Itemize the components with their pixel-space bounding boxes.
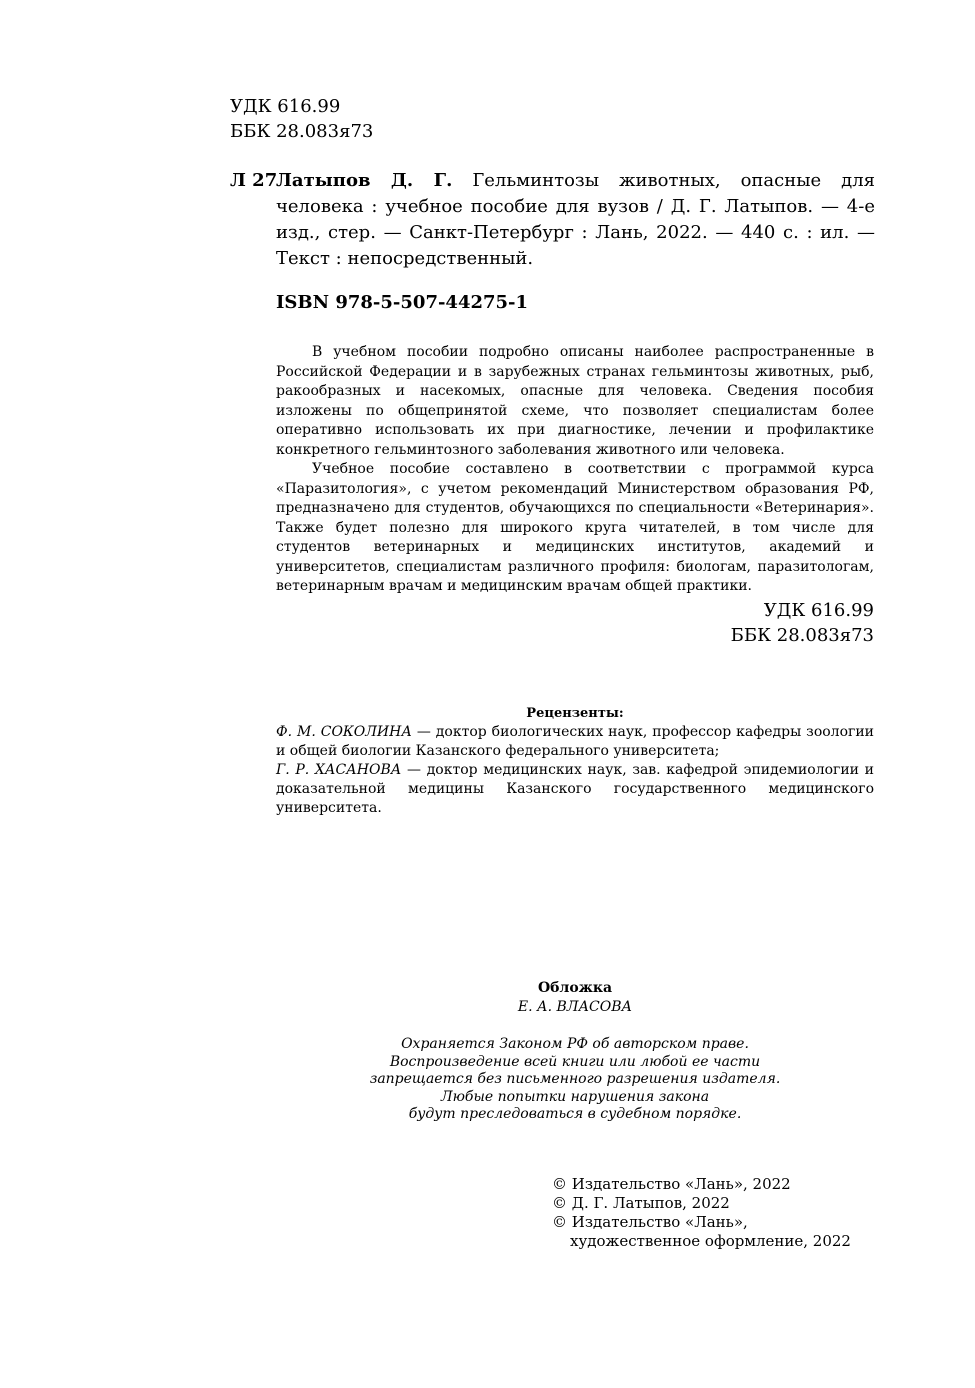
reviewers-section <box>276 704 874 818</box>
cover-title: Обложка <box>537 980 613 996</box>
top-bbk-code: ББК 28.083я73 <box>230 121 374 142</box>
copyright-lines <box>552 1175 851 1251</box>
reviewers-title: Рецензенты: <box>526 706 624 721</box>
reviewer-2-name: Г. Р. ХАСАНОВА <box>276 762 402 778</box>
notice-line: будут преследоваться в судебном порядке. <box>408 1106 742 1122</box>
top-udk-code: УДК 616.99 <box>230 96 341 117</box>
isbn: ISBN 978-5-507-44275-1 <box>276 292 529 313</box>
annotation-paragraph-1: В учебном пособии подробно описаны наиболее распространенные в Российской Федерации и в зарубежных странах гельминтозы животных, рыб, ракообразных и насекомых, опасные для человека. Сведения пособия изложены по общепринятой схеме, что позволяет специалистам более оперативно использовать их при диагностике, лечении и профилактике конкретного гельминтозного заболевания животного или человека. <box>276 344 874 458</box>
bottom-bbk-code: ББК 28.083я73 <box>730 625 874 646</box>
cover-designer: Е. А. ВЛАСОВА <box>517 999 633 1015</box>
bibliographic-entry <box>230 168 875 272</box>
notice-line: Любые попытки нарушения закона <box>440 1088 710 1105</box>
copyright-publisher: © Издательство «Лань», 2022 <box>552 1175 791 1193</box>
bottom-classification-codes <box>600 598 874 648</box>
reviewer-1 <box>276 723 874 761</box>
top-classification-codes <box>230 94 373 144</box>
bibliographic-description <box>276 168 875 272</box>
reviewer-1-name: Ф. М. СОКОЛИНА <box>276 724 412 740</box>
copyright-notice <box>276 1036 874 1124</box>
copyright-author: © Д. Г. Латыпов, 2022 <box>552 1194 730 1212</box>
entry-author: Латыпов Д. Г. <box>276 170 453 191</box>
copyright-design-detail: художественное оформление, 2022 <box>570 1232 851 1250</box>
annotation-paragraph-2: Учебное пособие составлено в соответствии с программой курса «Паразитология», с учетом рекомендаций Министерством образования РФ, предназначено для студентов, обучающихся по специальности «Ветеринария». Также будет полезно для широкого круга читателей, в том числе для студентов ветеринарных и медицинских институтов, академий и университетов, специалистам различного профиля: биологам, паразитологам, ветеринарным врачам и медицинским врачам общей практики. <box>276 461 874 594</box>
notice-line: Охраняется Законом РФ об авторском праве. <box>401 1036 749 1052</box>
reviewer-2-details: — доктор медицинских наук, зав. кафедрой эпидемиологии и доказательной медицины Казанского государственного медицинского университета. <box>276 762 875 816</box>
annotation <box>276 343 874 597</box>
author-mark: Л 27 <box>230 170 278 191</box>
bottom-udk-code: УДК 616.99 <box>763 600 874 621</box>
cover-credit <box>276 979 874 1017</box>
entry-description: Гельминтозы животных, опасные для человека : учебное пособие для вузов / Д. Г. Латыпов. — 4-е изд., стер. — Санкт-Петербург : Лань, 2022. — 440 с. : ил. — Текст : непосредственный. <box>276 170 875 269</box>
reviewer-2 <box>276 761 874 818</box>
copyright-publisher-design: © Издательство «Лань», <box>552 1213 748 1231</box>
notice-line: Воспроизведение всей книги или любой ее части <box>389 1053 761 1070</box>
reviewer-1-details: — доктор биологических наук, профессор кафедры зоологии и общей биологии Казанского федерального университета; <box>276 724 874 759</box>
notice-line: запрещается без письменного разрешения издателя. <box>369 1071 781 1087</box>
